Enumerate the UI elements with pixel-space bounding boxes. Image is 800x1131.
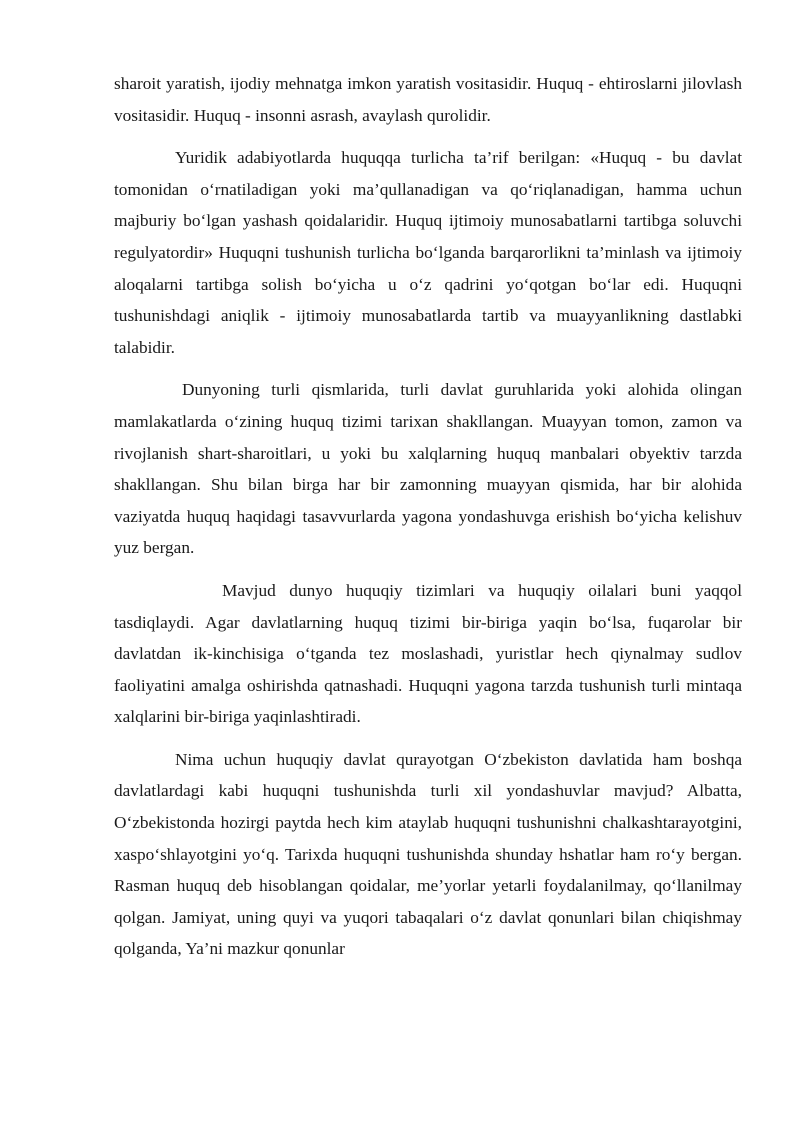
paragraph: sharoit yaratish, ijodiy mehnatga imkon yaratish vositasidir. Huquq - ehtiroslarni jilovlash vositasidir. Huquq - insonni asrash, avaylash qurolidir. bbox=[114, 74, 742, 125]
paragraph: Nima uchun huquqiy davlat qurayotgan Oʻzbekiston davlatida ham boshqa davlatlardagi kabi huquqni tushunishda turli xil yondashuvlar mavjud? Albatta, Oʻzbekistonda hozirgi paytda hech kim ataylab huquqni tushunishni chalkashtarayotgini, xaspoʻshlayotgini yoʻq. Tarixda huquqni tushunishda shunday hshatlar ham roʻy bergan. Rasman huquq deb hisoblangan qoidalar, me’yorlar yetarli foydalanilmay, qoʻllanilmay qolgan. Jamiyat, uning quyi va yuqori tabaqalari oʻz davlat qonunlari bilan chiqishmay qolganda, Ya’ni mazkur qonunlar bbox=[114, 749, 742, 959]
paragraph: Dunyoning turli qismlarida, turli davlat guruhlarida yoki alohida olingan mamlakatlarda oʻzining huquq tizimi tarixan shakllangan. Muayyan tomon, zamon va rivojlanish shart-sharoitlari, u yoki bu xalqlarning huquq manbalari obyektiv tarzda shakllangan. Shu bilan birga har bir zamonning muayyan qismida, har bir alohida vaziyatda huquq haqidagi tasavvurlarda yagona yondashuvga erishish boʻyicha kelishuv yuz bergan. bbox=[114, 380, 742, 558]
paragraph: Yuridik adabiyotlarda huquqqa turlicha ta’rif berilgan: «Huquq - bu davlat tomonidan oʻrnatiladigan yoki ma’qullanadigan va qoʻriqlanadigan, hamma uchun majburiy boʻlgan yashash qoidalaridir. Huquq ijtimoiy munosabatlarni tartibga soluvchi regulyatordir» Huquqni tushunish turlicha boʻlganda barqarorlikni ta’minlash va ijtimoiy aloqalarni tartibga solish boʻyicha u oʻz qadrini yoʻqotgan boʻlar edi. Huquqni tushunishdagi aniqlik - ijtimoiy munosabatlarda tartib va muayyanlikning dastlabki talabidir. bbox=[114, 148, 742, 357]
paragraph: Mavjud dunyo huquqiy tizimlari va huquqiy oilalari buni yaqqol tasdiqlaydi. Agar davlatlarning huquq tizimi bir-biriga yaqin boʻlsa, fuqarolar bir davlatdan ik-kinchisiga oʻtganda tez moslashadi, yuristlar hech qiynalmay sudlov faoliyatini amalga oshirishda qatnashadi. Huquqni yagona tarzda tushunish turli mintaqa xalqlarini bir-biriga yaqinlashtiradi. bbox=[114, 580, 742, 727]
body-text bbox=[114, 68, 742, 976]
